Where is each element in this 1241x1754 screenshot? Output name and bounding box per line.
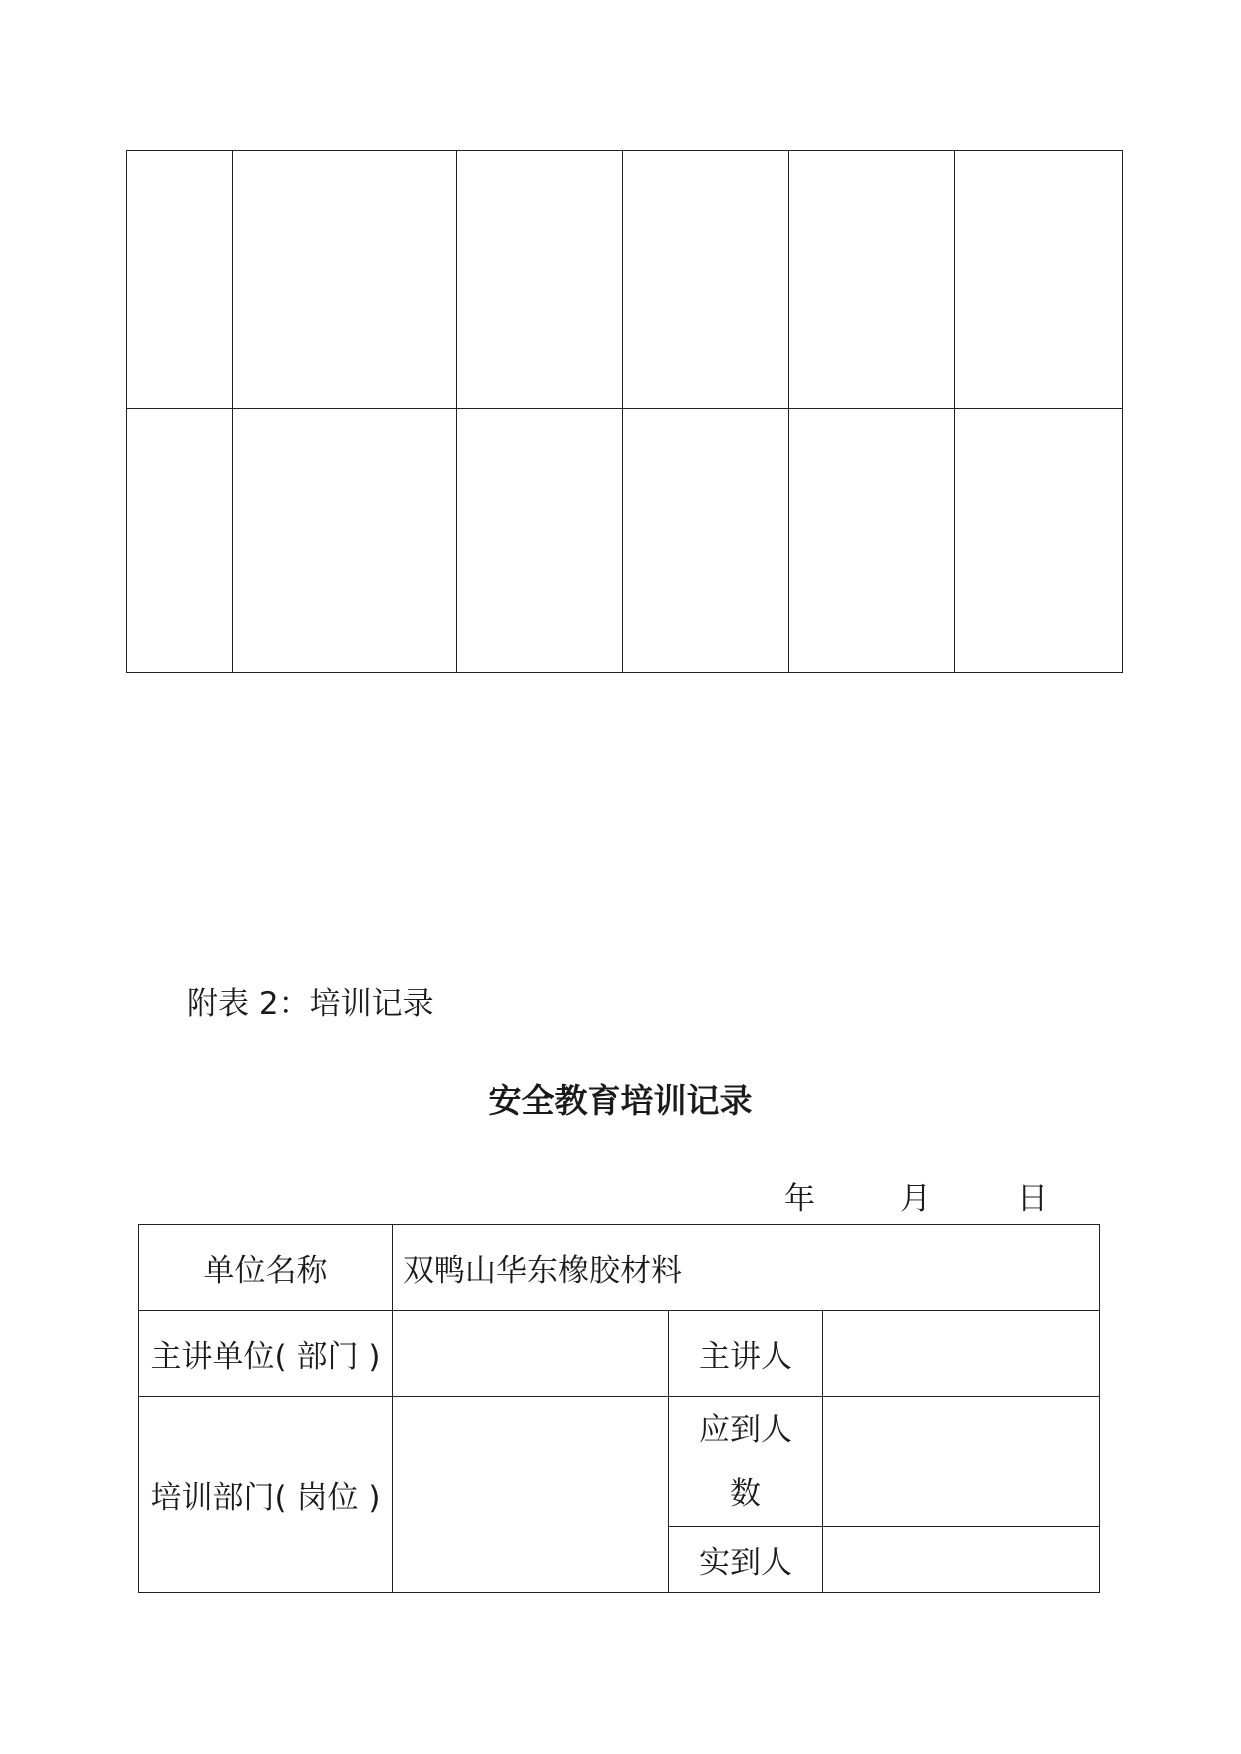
lecture-unit-field[interactable]: [393, 1311, 669, 1397]
date-year-label: 年: [784, 1181, 815, 1217]
table-cell: [789, 151, 955, 409]
table-cell: [457, 151, 623, 409]
table-row: [139, 1225, 1100, 1311]
table-cell: [233, 409, 457, 673]
table-cell: [789, 409, 955, 673]
date-day-label: 日: [1017, 1181, 1048, 1217]
table-cell: [955, 409, 1123, 673]
appendix-label: 附表 2：培训记录: [187, 986, 434, 1022]
table-cell: [955, 151, 1123, 409]
expected-attendance-label-line2: 数: [730, 1475, 761, 1512]
table-row: [127, 151, 1123, 409]
unit-name-value: 双鸭山华东橡胶材料: [393, 1225, 1100, 1311]
training-record-table: [138, 1224, 1100, 1593]
table-row: [139, 1311, 1100, 1397]
table-cell: [233, 151, 457, 409]
page-title: 安全教育培训记录: [488, 1081, 753, 1120]
table-cell: [127, 409, 233, 673]
table-cell: [127, 151, 233, 409]
actual-attendance-label: 实到人: [669, 1527, 823, 1593]
lecturer-label: 主讲人: [669, 1311, 823, 1397]
date-month-label: 月: [900, 1181, 931, 1217]
expected-attendance-label: [669, 1397, 823, 1527]
table-cell: [623, 409, 789, 673]
expected-attendance-field[interactable]: [823, 1397, 1100, 1527]
lecture-unit-label: 主讲单位( 部门 ): [139, 1311, 393, 1397]
table-row: [127, 409, 1123, 673]
actual-attendance-field[interactable]: [823, 1527, 1100, 1593]
blank-grid-table: [126, 150, 1123, 673]
table-cell: [457, 409, 623, 673]
training-dept-field[interactable]: [393, 1397, 669, 1593]
unit-name-label: 单位名称: [139, 1225, 393, 1311]
table-row: [139, 1397, 1100, 1527]
table-cell: [623, 151, 789, 409]
lecturer-field[interactable]: [823, 1311, 1100, 1397]
expected-attendance-label-line1: 应到人: [699, 1411, 792, 1448]
training-dept-label: 培训部门( 岗位 ): [139, 1397, 393, 1593]
